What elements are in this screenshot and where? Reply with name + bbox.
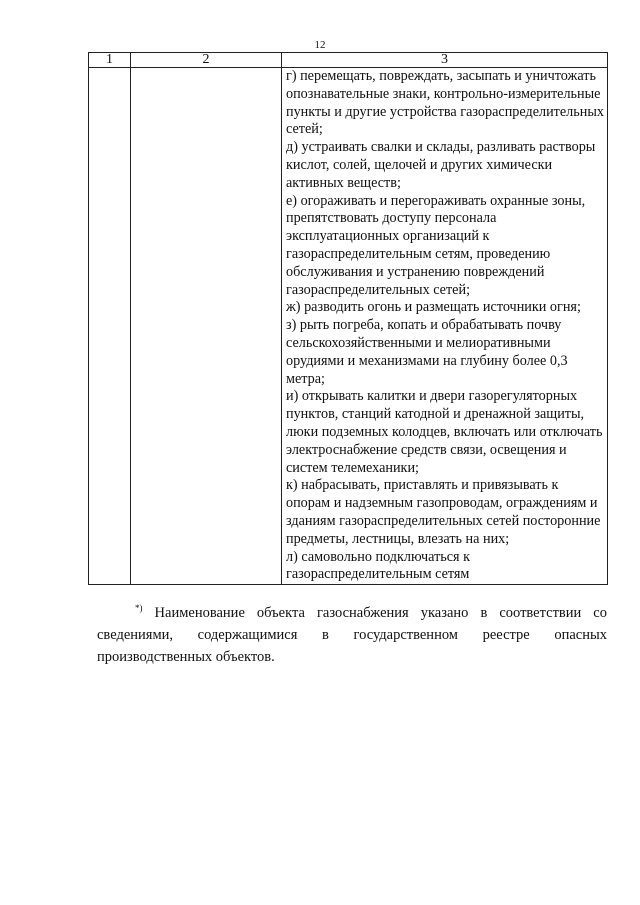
prohibition-item-i: и) открывать калитки и двери газорегуляторных пунктов, станций катодной и дренажной защиты, люки подземных колодцев, включать или отключать электроснабжение средств связи, освещения и систем телемеханики; <box>286 388 603 476</box>
footnote-line-2: сведениями, содержащимися в государственном реестре опасных <box>97 627 607 643</box>
table-header-row <box>89 53 608 68</box>
footnote <box>97 602 607 668</box>
footnote-marker: *) <box>135 603 143 614</box>
column-header-2: 2 <box>131 53 282 68</box>
column-header-3: 3 <box>282 53 608 68</box>
prohibition-item-z: з) рыть погреба, копать и обрабатывать почву сельскохозяйственными и мелиоративными орудиями и механизмами на глубину более 0,3 метра; <box>286 317 568 387</box>
footnote-line-1: Наименование объекта газоснабжения указано в соответствии со <box>154 605 607 621</box>
prohibition-item-zh: ж) разводить огонь и размещать источники огня; <box>286 299 581 316</box>
prohibition-item-e: е) огораживать и перегораживать охранные зоны, препятствовать доступу персонала эксплуатационных организаций к газораспределительным сетям, проведению обслуживания и устранению повреждений газораспределительных сетей; <box>286 192 586 298</box>
cell-column-2 <box>131 68 282 585</box>
requirements-table <box>88 52 608 585</box>
page-number: 12 <box>314 39 326 51</box>
prohibition-item-d: д) устраивать свалки и склады, разливать растворы кислот, солей, щелочей и других химически активных веществ; <box>286 139 596 191</box>
cell-column-3 <box>282 68 608 585</box>
prohibition-item-k: к) набрасывать, приставлять и привязывать к опорам и надземным газопроводам, ограждениям и зданиям газораспределительных сетей посторонние предметы, лестницы, влезать на них; <box>286 477 601 547</box>
cell-column-1 <box>89 68 131 585</box>
column-header-1: 1 <box>89 53 131 68</box>
prohibition-item-g: г) перемещать, повреждать, засыпать и уничтожать опознавательные знаки, контрольно-измерительные пункты и другие устройства газораспределительных сетей; <box>286 68 604 138</box>
prohibition-item-l: л) самовольно подключаться к газораспределительным сетям <box>286 548 471 583</box>
table-row <box>89 68 608 585</box>
footnote-line-3: производственных объектов. <box>97 649 275 665</box>
